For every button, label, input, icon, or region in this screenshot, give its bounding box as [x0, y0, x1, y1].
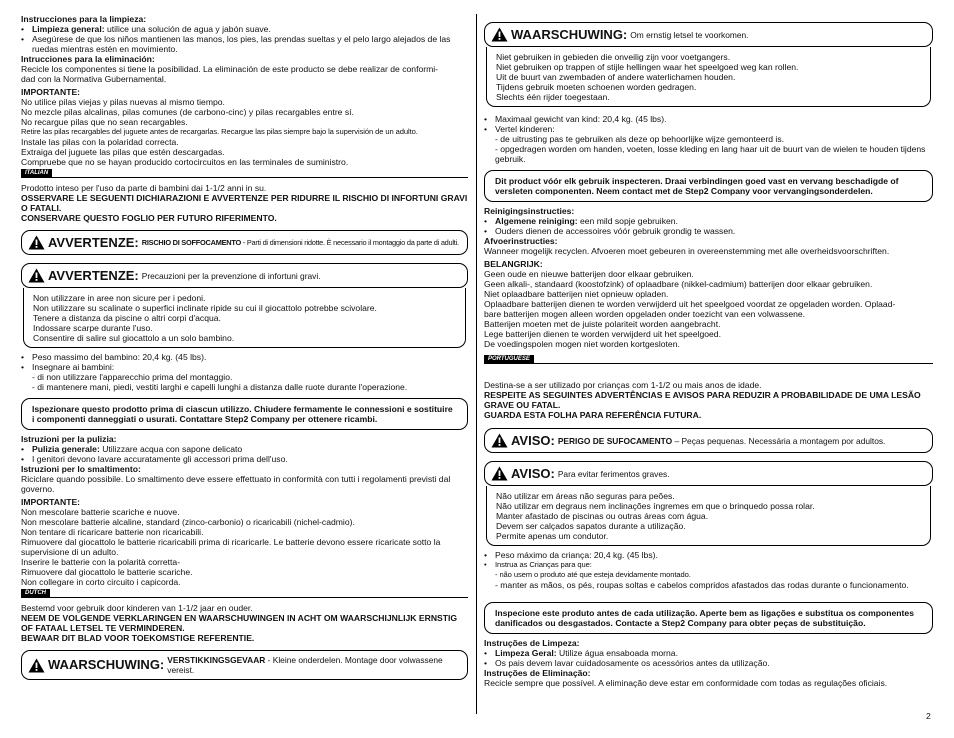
- warning-triangle-icon: [28, 658, 45, 673]
- pt-injury-list: [486, 486, 931, 546]
- it-choking-warning-box: [21, 230, 468, 255]
- it-disposal-text: Riciclare quando possibile. Lo smaltimento deve essere effettuato in conformità con tutti i regolamenti previsti dal governo.: [21, 474, 451, 494]
- dutch-language-bar: [21, 589, 468, 598]
- it-important-line: Inserire le batterie con la polarità corretta-: [21, 557, 181, 567]
- it-important-line: Rimuovere dal giocattolo le batterie ricaricabili prima di ricaricarle. Le batterie devono essere ricaricate sotto la supervisione di un adulto.: [21, 537, 441, 557]
- nl-intro-bold: NEEM DE VOLGENDE VERKLARINGEN EN WAARSCHUWINGEN IN ACHT OM WAARSCHIJNLIJK ERNSTIG OF FATAAL LETSEL TE VERMINDEREN. BEWAAR DIT BLAD VOOR TOEKOMSTIGE REFERENTIE.: [21, 613, 458, 643]
- it-important-line: Non mescolare batterie scariche e nuove.: [21, 507, 180, 517]
- it-cleaning-item-bold: Pulizia generale:: [32, 444, 100, 454]
- it-inspect-box: Ispezionare questo prodotto prima di ciascun utilizzo. Chiudere fermamente le connessioni e sostituire i componenti danneggiati o usurati. Contattare Step2 Company per ottenere ricambi.: [21, 398, 468, 430]
- es-important-line: Retire las pilas recargables del juguete antes de recargarlas. Recargue las pilas siempre bajo la supervisión de un adulto.: [21, 127, 418, 136]
- pt-warning-text: Para evitar ferimentos graves.: [557, 468, 670, 479]
- it-injury-line: Indossare scarpe durante l'uso.: [33, 323, 153, 333]
- warning-triangle-icon: [28, 235, 45, 250]
- nl-important-line: Oplaadbare batterijen dienen te worden verwijderd uit het speelgoed voordat ze opgeladen worden. Oplaad- bare batterijen mogen alleen worden opgeladen onder toezicht van een volwassene.: [484, 299, 896, 319]
- it-injury-list: [23, 288, 466, 348]
- nl-important-line: Niet oplaadbare batterijen niet opnieuw opladen.: [484, 289, 669, 299]
- pt-choking-label: PERIGO DE SUFOCAMENTO: [557, 435, 673, 446]
- it-important-heading: IMPORTANTE:: [21, 497, 81, 507]
- it-intro: Prodotto inteso per l'uso da parte di bambini dai 1-1/2 anni in su.: [21, 183, 267, 193]
- es-cleaning-item: [21, 24, 468, 34]
- nl-disposal-text: Wanneer mogelijk recyclen. Afvoeren moet gebeuren in overeenstemming met alle overheidsvoorschriften.: [484, 246, 890, 256]
- pt-disposal-text: Recicle sempre que possível. A eliminação deve estar em conformidade com todas as regulações oficiais.: [484, 678, 888, 688]
- es-cleaning-heading: Instrucciones para la limpieza:: [21, 14, 147, 24]
- pt-choking-text: – Peças pequenas. Necessária a montagem por adultos.: [672, 435, 886, 446]
- it-important-line: Rimuovere dal giocattolo le batterie scariche.: [21, 567, 193, 577]
- left-column: [21, 14, 468, 680]
- pt-cleaning-item: • Os pais devem lavar cuidadosamente os acessórios antes da utilização.: [484, 658, 933, 668]
- es-cleaning-item-text: utilice una solución de agua y jabón suave.: [104, 24, 271, 34]
- nl-teach-bullet: • Vertel kinderen:: [484, 124, 933, 134]
- it-cleaning-item-text: Utilizzare acqua con sapone delicato: [99, 444, 243, 454]
- pt-choking-warning-box: [484, 428, 933, 453]
- pt-injury-line: Não utilizar em áreas não seguras para peões.: [496, 491, 675, 501]
- nl-important-line: Batterijen moeten met de juiste polariteit worden aangebracht.: [484, 319, 721, 329]
- italian-language-label: ITALIAN: [21, 169, 52, 177]
- pt-cleaning-item: [484, 648, 933, 658]
- nl-injury-line: Tijdens gebruik moeten schoenen worden gedragen.: [496, 82, 697, 92]
- it-injury-warning-box: [21, 263, 468, 288]
- nl-cleaning-heading: Reinigingsinstructies:: [484, 206, 575, 216]
- it-warning-text: Precauzioni per la prevenzione di infortuni gravi.: [141, 270, 321, 281]
- it-injury-line: Consentire di salire sul giocattolo a un solo bambino.: [33, 333, 235, 343]
- portuguese-language-label: PORTUGUESE: [484, 355, 534, 363]
- it-warning-text: [142, 238, 459, 248]
- it-intro-bold: OSSERVARE LE SEGUENTI DICHIARAZIONI E AVVERTENZE PER RIDURRE IL RISCHIO DI INFORTUNI GRAVI O FATALI. CONSERVARE QUESTO FOGLIO PER FUTURO RIFERIMENTO.: [21, 193, 468, 223]
- it-choking-text: - Parti di dimensioni ridotte. È necessario il montaggio da parte di adulti.: [241, 237, 459, 247]
- pt-injury-line: Devem ser calçados sapatos durante a utilização.: [496, 521, 686, 531]
- it-weight-bullet: • Peso massimo del bambino: 20,4 kg. (45 lbs).: [21, 352, 468, 362]
- portuguese-language-bar: [484, 355, 933, 364]
- it-teach-sub: - di mantenere mani, piedi, vestiti larghi e capelli lunghi a distanza dalle ruote durante l'operazione.: [32, 382, 408, 392]
- es-disposal-text: Recicle los componentes si tiene la posibilidad. La eliminación de este producto se debe realizar de conformi- dad con la Normativa Gubernamental.: [21, 64, 439, 84]
- pt-injury-line: Permite apenas um condutor.: [496, 531, 609, 541]
- warning-triangle-icon: [491, 433, 508, 448]
- nl-choking-text: - Kleine onderdelen. Montage door volwassene vereist.: [167, 655, 443, 675]
- nl-choking-label: VERSTIKKINGSGEVAAR: [167, 655, 266, 665]
- it-warning-word: AVVERTENZE:: [48, 234, 139, 250]
- nl-injury-line: Slechts één rijder toegestaan.: [496, 92, 610, 102]
- pt-teach-sub: - não usem o produto até que esteja devidamente montado.: [495, 570, 691, 579]
- nl-important-line: Lege batterijen dienen te worden verwijderd uit het speelgoed.: [484, 329, 721, 339]
- pt-warning-word: AVISO:: [511, 432, 555, 448]
- pt-cleaning-item-bold: Limpeza Geral:: [495, 648, 557, 658]
- es-important-line: Compruebe que no se hayan producido cortocircuitos en las terminales de suministro.: [21, 157, 349, 167]
- nl-inspect-box: Dit product vóór elk gebruik inspecteren. Draai verbindingen goed vast en vervang beschadigde of versleten componenten. Neem contact met de Step2 Company voor vervangingsonderdelen.: [484, 170, 933, 202]
- it-cleaning-item: • I genitori devono lavare accuratamente gli accessori prima dell'uso.: [21, 454, 468, 464]
- pt-injury-line: Não utilizar em degraus nem inclinações íngremes em que o brinquedo possa rolar.: [496, 501, 815, 511]
- page-number: 2: [926, 711, 931, 721]
- es-cleaning-item: • Asegúrese de que los niños mantienen las manos, los pies, las prendas sueltas y el pelo largo alejados de las ruedas mientras estén en movimiento.: [21, 34, 468, 54]
- it-injury-line: Non utilizzare su scalinate o superfici inclinate ripide su cui il giocattolo potrebbe scivolare.: [33, 303, 377, 313]
- nl-warning-text: Om ernstig letsel te voorkomen.: [630, 29, 749, 40]
- nl-intro: Bestemd voor gebruik door kinderen van 1-1/2 jaar en ouder.: [21, 603, 253, 613]
- nl-cleaning-item-bold: Algemene reiniging:: [495, 216, 578, 226]
- nl-important-line: Geen alkali-, standaard (koostofzink) of oplaadbare (nikkel-cadmium) batterijen door elkaar gebruiken.: [484, 279, 873, 289]
- nl-disposal-heading: Afvoerinstructies:: [484, 236, 558, 246]
- nl-warning-word: WAARSCHUWING:: [48, 657, 165, 672]
- nl-cleaning-item: [484, 216, 933, 226]
- nl-injury-warning-box: [484, 22, 933, 47]
- it-important-line: Non tentare di ricaricare batterie non ricaricabili.: [21, 527, 204, 537]
- nl-choking-warning-box: [21, 650, 468, 680]
- pt-weight-bullet: • Peso máximo da criança: 20,4 kg. (45 lbs).: [484, 550, 933, 560]
- warning-triangle-icon: [491, 27, 508, 42]
- nl-warning-text: [167, 655, 459, 675]
- it-disposal-heading: Istruzioni per lo smaltimento:: [21, 464, 141, 474]
- es-important-heading: IMPORTANTE:: [21, 87, 81, 97]
- right-column: [484, 14, 933, 688]
- nl-weight-bullet: • Maximaal gewicht van kind: 20,4 kg. (45 lbs).: [484, 114, 933, 124]
- nl-cleaning-item-text: een mild sopje gebruiken.: [577, 216, 678, 226]
- nl-injury-list: [486, 47, 931, 107]
- nl-injury-line: Niet gebruiken op trappen of stijle hellingen waar het speelgoed weg kan rollen.: [496, 62, 799, 72]
- it-important-line: Non mescolare batterie alcaline, standard (zinco-carbonio) o ricaricabili (nichel-cadmio).: [21, 517, 355, 527]
- it-cleaning-heading: Istruzioni per la pulizia:: [21, 434, 117, 444]
- it-teach-bullet: • Insegnare ai bambini:: [21, 362, 468, 372]
- pt-intro-bold: RESPEITE AS SEGUINTES ADVERTÊNCIAS E AVISOS PARA REDUZIR A PROBABILIDADE DE UMA LESÃO GRAVE OU FATAL. GUARDA ESTA FOLHA PARA REFERÊNCIA FUTURA.: [484, 390, 921, 420]
- nl-teach-sub: - opgedragen worden om handen, voeten, losse kleding en lang haar uit de buurt van de wielen te houden tijdens gebruik.: [495, 144, 926, 164]
- nl-injury-line: Uit de buurt van zwembaden of andere waterlichamen houden.: [496, 72, 736, 82]
- warning-triangle-icon: [491, 466, 508, 481]
- nl-important-line: Geen oude en nieuwe batterijen door elkaar gebruiken.: [484, 269, 694, 279]
- pt-injury-line: Manter afastado de piscinas ou outras áreas com água.: [496, 511, 709, 521]
- es-disposal-heading: Intrucciones para la eliminación:: [21, 54, 155, 64]
- nl-important-line: De voedingspolen mogen niet worden kortgesloten.: [484, 339, 680, 349]
- nl-injury-line: Niet gebruiken in gebieden die onveilig zijn voor voetgangers.: [496, 52, 731, 62]
- pt-intro: Destina-se a ser utilizado por crianças com 1-1/2 ou mais anos de idade.: [484, 380, 762, 390]
- pt-injury-warning-box: [484, 461, 933, 486]
- pt-warning-text: [558, 436, 886, 446]
- warning-triangle-icon: [28, 268, 45, 283]
- pt-warning-word: AVISO:: [511, 465, 555, 481]
- italian-language-bar: [21, 169, 468, 178]
- it-injury-line: Non utilizzare in aree non sicure per i pedoni.: [33, 293, 206, 303]
- es-important-line: No utilice pilas viejas y pilas nuevas al mismo tiempo.: [21, 97, 225, 107]
- nl-important-heading: BELANGRIJK:: [484, 259, 543, 269]
- column-divider: [476, 14, 477, 714]
- it-choking-label: RISCHIO DI SOFFOCAMENTO: [141, 237, 241, 247]
- nl-warning-word: WAARSCHUWING:: [511, 26, 628, 42]
- es-important-line: No mezcle pilas alcalinas, pilas comunes (de carbono-cinc) y pilas recargables entre sí.: [21, 107, 354, 117]
- it-important-line: Non collegare in corto circuito i capicorda.: [21, 577, 181, 587]
- pt-teach-sub: - manter as mãos, os pés, roupas soltas e cabelos compridos afastados das rodas durante o funcionamento.: [495, 580, 909, 590]
- es-important-line: Instale las pilas con la polaridad correcta.: [21, 137, 179, 147]
- pt-teach-bullet: • Instrua as Crianças para que:: [484, 560, 933, 570]
- es-important-line: No recargue pilas que no sean recargables.: [21, 117, 188, 127]
- pt-disposal-heading: Instruções de Eliminação:: [484, 668, 591, 678]
- es-cleaning-item-bold: Limpieza general:: [32, 24, 105, 34]
- pt-inspect-box: Inspecione este produto antes de cada utilização. Aperte bem as ligações e substitua os componentes danificados ou desgastados. Contacte a Step2 Company para obter peças de substituição.: [484, 602, 933, 634]
- it-injury-line: Tenere a distanza da piscine o altri corpi d'acqua.: [33, 313, 221, 323]
- nl-teach-sub: - de uitrusting pas te gebruiken als deze op behoorlijke wijze gemonteerd is.: [495, 134, 785, 144]
- dutch-language-label: DUTCH: [21, 589, 50, 597]
- pt-cleaning-item-text: Utilize água ensaboada morna.: [556, 648, 678, 658]
- nl-cleaning-item: • Ouders dienen de accessoires vóór gebruik grondig te wassen.: [484, 226, 933, 236]
- pt-cleaning-heading: Instruções de Limpeza:: [484, 638, 580, 648]
- it-cleaning-item: [21, 444, 468, 454]
- es-important-line: Extraiga del juguete las pilas que estén descargadas.: [21, 147, 225, 157]
- it-teach-sub: - di non utilizzare l'apparecchio prima del montaggio.: [32, 372, 233, 382]
- it-warning-word: AVVERTENZE:: [48, 267, 139, 283]
